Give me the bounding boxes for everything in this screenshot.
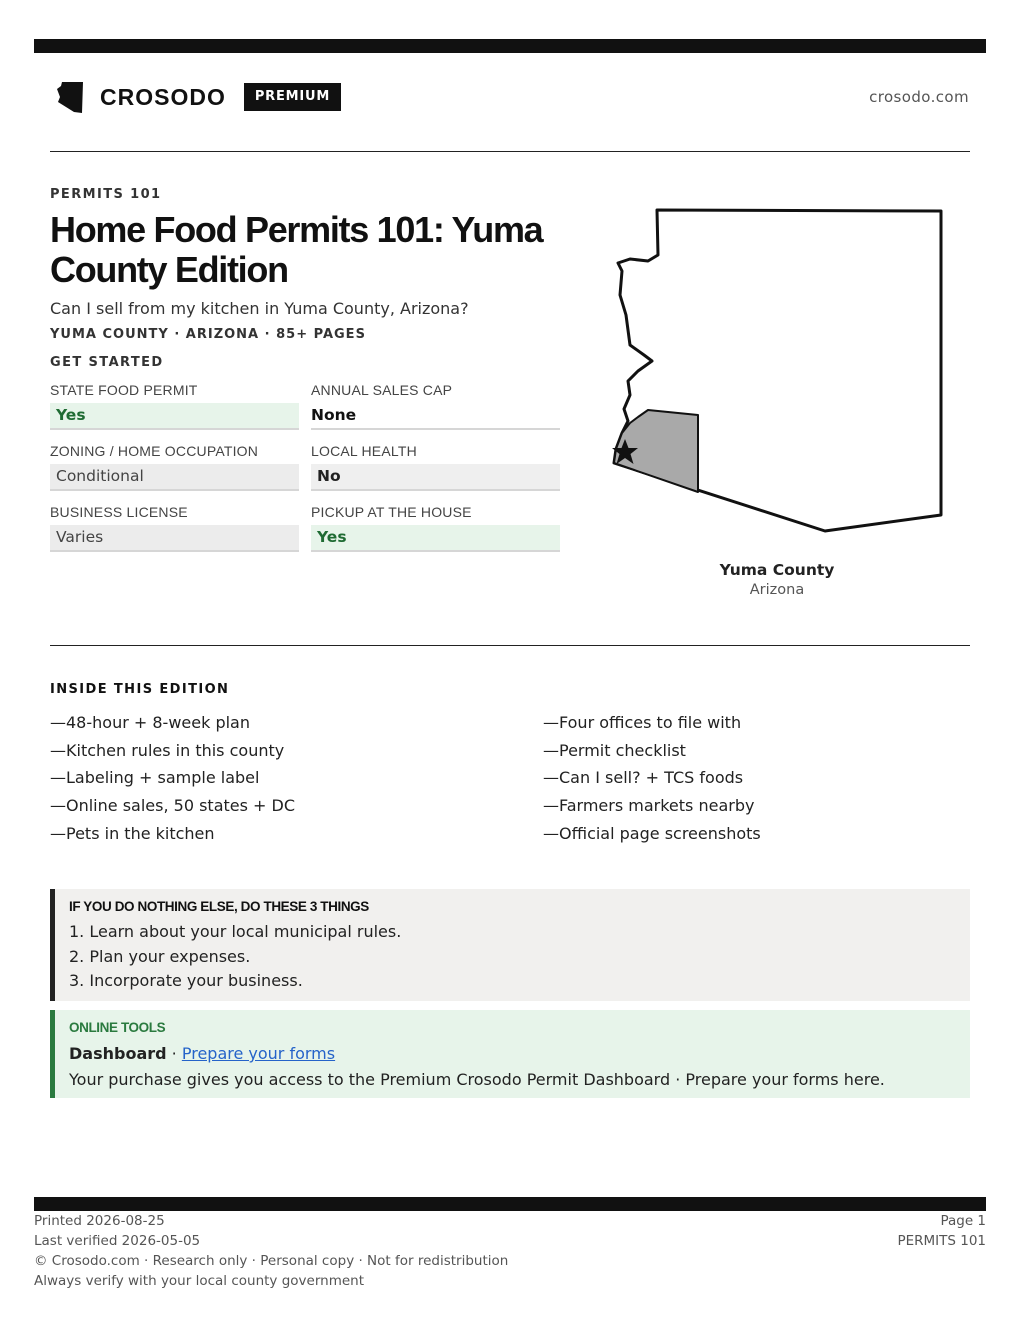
page-title: Home Food Permits 101: Yuma County Edition bbox=[50, 209, 543, 290]
fact-value: Yes bbox=[50, 403, 299, 430]
three-things-callout bbox=[50, 889, 970, 1001]
fact-value: None bbox=[311, 403, 560, 430]
toc-left bbox=[50, 709, 295, 848]
section-divider bbox=[50, 645, 970, 646]
online-tools-callout bbox=[50, 1010, 970, 1098]
fact-annual-sales-cap bbox=[311, 382, 560, 443]
dashboard-line bbox=[69, 1041, 956, 1067]
footer-right bbox=[897, 1211, 986, 1251]
prepare-forms-link[interactable]: Prepare your forms bbox=[181, 1044, 336, 1063]
fact-label: PICKUP AT THE HOUSE bbox=[311, 504, 472, 520]
fact-state-food-permit bbox=[50, 382, 299, 443]
get-started-heading: GET STARTED bbox=[50, 355, 164, 370]
toc-item: —Farmers markets nearby bbox=[543, 796, 755, 816]
toc-item: —Four offices to file with bbox=[543, 713, 742, 732]
dashboard-label: Dashboard bbox=[69, 1044, 167, 1063]
toc-right bbox=[543, 709, 761, 848]
toc-item: —Official page screenshots bbox=[543, 823, 761, 843]
map-county-label: Yuma County bbox=[719, 561, 835, 579]
footer-section: PERMITS 101 bbox=[897, 1233, 986, 1249]
fact-label: LOCAL HEALTH bbox=[311, 443, 417, 459]
top-bar bbox=[34, 39, 986, 53]
copyright: © Crosodo.com · Research only · Personal copy · Not for redistribution bbox=[34, 1253, 509, 1269]
page-number: Page 1 bbox=[940, 1213, 986, 1229]
fact-value: Varies bbox=[50, 525, 299, 552]
toc-item: —Permit checklist bbox=[543, 740, 686, 760]
permit-facts-grid bbox=[50, 382, 560, 565]
fact-value: Conditional bbox=[50, 464, 299, 491]
fact-label: ZONING / HOME OCCUPATION bbox=[50, 443, 259, 459]
map-state-label: Arizona bbox=[749, 582, 805, 598]
bottom-bar bbox=[34, 1197, 986, 1211]
fact-label: BUSINESS LICENSE bbox=[50, 504, 188, 520]
fact-value: No bbox=[311, 464, 560, 491]
callout-item: 3. Incorporate your business. bbox=[69, 971, 303, 990]
footer-left bbox=[34, 1211, 508, 1291]
site-url[interactable]: crosodo.com bbox=[869, 88, 969, 106]
fact-label: ANNUAL SALES CAP bbox=[311, 382, 453, 398]
toc-item: —Kitchen rules in this county bbox=[50, 740, 285, 760]
header-divider bbox=[50, 151, 970, 152]
verify-note: Always verify with your local county government bbox=[34, 1273, 364, 1289]
fact-business-license bbox=[50, 504, 299, 565]
premium-badge: PREMIUM bbox=[244, 83, 341, 111]
fact-zoning bbox=[50, 443, 299, 504]
toc-item: —Online sales, 50 states + DC bbox=[50, 796, 296, 816]
arizona-state-outline bbox=[614, 210, 941, 531]
fact-label: STATE FOOD PERMIT bbox=[50, 382, 198, 398]
fact-pickup bbox=[311, 504, 560, 565]
dashboard-description: Your purchase gives you access to the Premium Crosodo Permit Dashboard · Prepare your forms here. bbox=[69, 1070, 885, 1089]
inside-heading: INSIDE THIS EDITION bbox=[50, 682, 230, 697]
fact-local-health bbox=[311, 443, 560, 504]
online-tools-heading: ONLINE TOOLS bbox=[69, 1020, 166, 1035]
arizona-logo-icon bbox=[56, 80, 84, 114]
verified-date: Last verified 2026-05-05 bbox=[34, 1233, 201, 1249]
callout-item: 2. Plan your expenses. bbox=[69, 946, 251, 966]
section-kicker: PERMITS 101 bbox=[50, 187, 162, 202]
header-brand[interactable] bbox=[56, 80, 341, 114]
toc-item: —Labeling + sample label bbox=[50, 768, 260, 788]
printed-date: Printed 2026-08-25 bbox=[34, 1213, 165, 1229]
callout-item: 1. Learn about your local municipal rules. bbox=[69, 922, 402, 941]
fact-value: Yes bbox=[311, 525, 560, 552]
arizona-map bbox=[608, 205, 948, 540]
page-subtitle: Can I sell from my kitchen in Yuma County, Arizona? bbox=[50, 299, 469, 318]
callout-heading: IF YOU DO NOTHING ELSE, DO THESE 3 THINGS bbox=[69, 899, 369, 914]
separator: · bbox=[166, 1044, 182, 1063]
toc-item: —Pets in the kitchen bbox=[50, 823, 215, 843]
toc-item: —48-hour + 8-week plan bbox=[50, 713, 250, 732]
edition-meta: YUMA COUNTY · ARIZONA · 85+ PAGES bbox=[50, 327, 366, 342]
brand-name: CROSODO bbox=[100, 83, 226, 110]
toc-item: —Can I sell? + TCS foods bbox=[543, 768, 744, 788]
